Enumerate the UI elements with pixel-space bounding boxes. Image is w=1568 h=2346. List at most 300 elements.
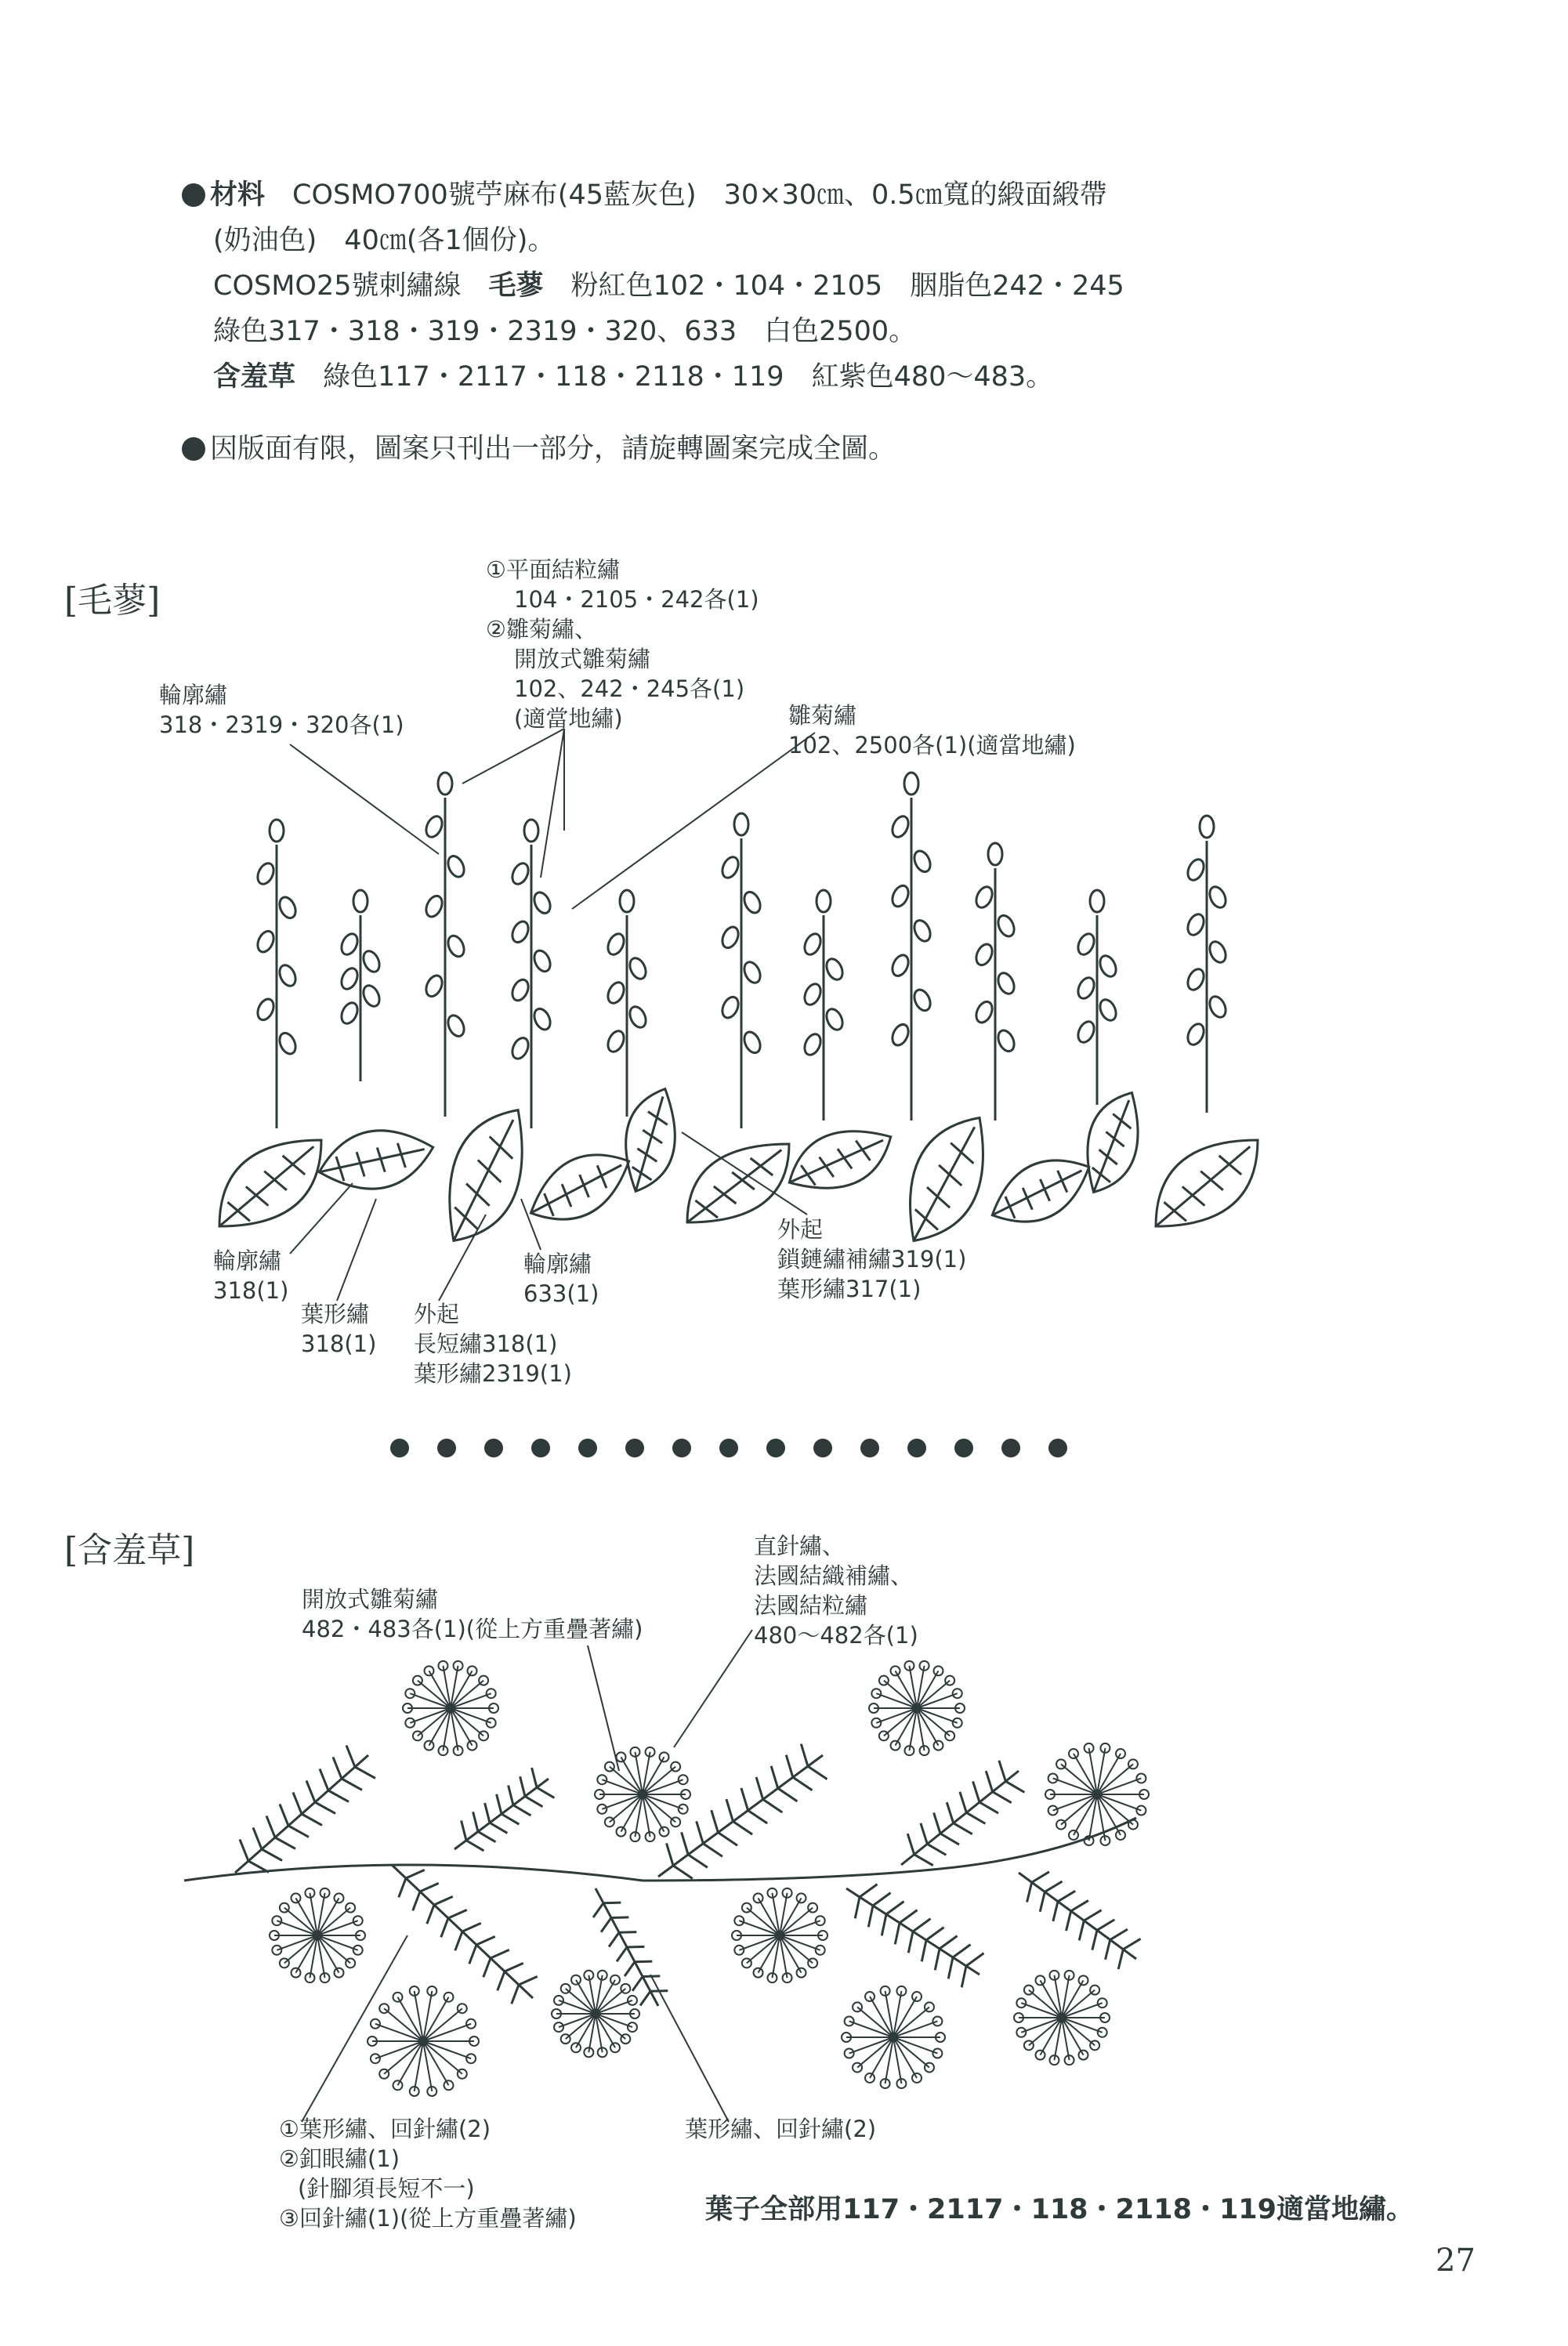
leaflet xyxy=(399,1878,406,1897)
leaf-vein xyxy=(927,1186,937,1198)
leaflet xyxy=(940,1834,959,1845)
flower-stamen xyxy=(284,1908,317,1935)
leaflet xyxy=(934,1812,940,1834)
leaflet xyxy=(999,1761,1005,1782)
bud xyxy=(719,994,741,1020)
flower-stamen xyxy=(747,1908,780,1935)
bud xyxy=(509,1035,531,1061)
bud xyxy=(1207,939,1229,965)
flower-stamen xyxy=(1061,1764,1097,1794)
flower-stamen xyxy=(317,1935,350,1963)
leaflet xyxy=(886,1902,904,1914)
divider-dot xyxy=(437,1439,456,1457)
leaflet xyxy=(315,1802,335,1813)
bud xyxy=(339,932,360,958)
bud xyxy=(509,919,531,945)
leaflet xyxy=(1032,1872,1049,1882)
leaflet xyxy=(771,1766,778,1788)
leaflet xyxy=(302,1814,322,1825)
leaflet xyxy=(462,1821,466,1841)
leaf-vein xyxy=(466,1182,476,1196)
flower-stamen xyxy=(410,1693,451,1708)
section-title-mimosa: [含羞草] xyxy=(64,1530,195,1570)
leaflet xyxy=(625,1962,635,1976)
leaf xyxy=(1156,1140,1258,1226)
leaflet xyxy=(619,1932,636,1933)
leaf-midrib xyxy=(319,1110,424,1212)
bud xyxy=(509,861,531,887)
flower-stamen xyxy=(317,1908,350,1935)
mimosa-drawing xyxy=(184,1661,1149,2096)
frond-axis xyxy=(658,1755,823,1877)
leaflet xyxy=(635,1961,652,1962)
bud xyxy=(339,966,360,992)
leaflet xyxy=(808,1766,827,1779)
bud xyxy=(1200,816,1214,838)
flower-stamen xyxy=(410,1708,451,1723)
leaflet xyxy=(306,1780,315,1802)
final-note: 葉子全部用117・2117・118・2118・119適當地繡。 xyxy=(705,2194,1414,2225)
divider-dot xyxy=(672,1439,691,1457)
flower-stamen xyxy=(423,2008,462,2041)
flower-stamen xyxy=(857,2007,893,2037)
flower-stamen xyxy=(884,1681,917,1708)
leaflet xyxy=(1097,1920,1114,1930)
flower-stamen xyxy=(1062,2003,1103,2018)
divider-dot xyxy=(625,1439,644,1457)
leaflet xyxy=(667,1843,674,1865)
leaf-vein xyxy=(925,1217,938,1232)
flower-stamen xyxy=(917,1708,958,1723)
flower-stamen xyxy=(451,1693,491,1708)
flower-stamen xyxy=(857,2037,893,2068)
flower-stamen xyxy=(893,2021,937,2037)
leaf-vein xyxy=(732,1172,742,1180)
leaf xyxy=(219,1140,321,1226)
leaf-vein xyxy=(283,1156,293,1164)
leaflet xyxy=(601,1918,611,1932)
divider-dot xyxy=(1048,1439,1067,1457)
leaf-vein xyxy=(246,1186,256,1195)
leaflet xyxy=(726,1799,733,1821)
leaf-vein xyxy=(237,1211,250,1221)
flower-stamen xyxy=(739,1935,780,1950)
leaf xyxy=(992,1142,1088,1240)
leaf xyxy=(433,1110,538,1241)
leaflet xyxy=(485,1803,490,1823)
bud xyxy=(1075,1019,1097,1045)
bud xyxy=(627,956,649,982)
leaflet xyxy=(860,1884,878,1897)
bud xyxy=(255,929,277,954)
leaflet xyxy=(993,1792,1012,1803)
leaflet xyxy=(1058,1891,1075,1901)
label-bottom-outline-318: 輪廓繡 318(1) xyxy=(213,1247,289,1304)
bud xyxy=(824,957,846,983)
bud xyxy=(1185,912,1207,938)
bud xyxy=(353,890,368,912)
leaflet xyxy=(253,1827,262,1849)
mimosa-frond xyxy=(658,1744,827,1879)
mimosa-leader-lines xyxy=(302,1630,752,2122)
leaflet xyxy=(406,1870,425,1878)
flower-stamen xyxy=(451,1681,483,1708)
leaflet xyxy=(718,1833,737,1846)
leaf-vein xyxy=(227,1202,237,1211)
leaflet xyxy=(537,1787,554,1798)
leaf-midrib xyxy=(435,1120,532,1240)
leaf xyxy=(531,1135,628,1238)
mimosa-main-stem xyxy=(184,1818,1136,1881)
leaflet xyxy=(733,1822,752,1835)
label-top-center: ①平面結粒繡 104・2105・242各(1) ②雛菊繡、 開放式雛菊繡 102、242・245各(1) (適當地繡) xyxy=(486,556,759,732)
flower-stamen xyxy=(849,2021,893,2037)
leaflet xyxy=(1053,1902,1058,1921)
leaflet xyxy=(868,1906,873,1927)
leader-line xyxy=(462,729,564,784)
bud xyxy=(605,980,627,1006)
leader-line xyxy=(541,729,564,878)
bud xyxy=(973,999,995,1025)
leaflet xyxy=(801,1744,808,1766)
leaflet xyxy=(966,1953,984,1966)
flower-stamen xyxy=(780,1921,820,1935)
divider-dot xyxy=(907,1439,926,1457)
leaf-vein xyxy=(817,1157,827,1167)
frond-axis xyxy=(901,1771,1019,1865)
leaflet xyxy=(1092,1930,1097,1950)
label-leaf-left: ①葉形繡、回針繡(2) ②釦眼繡(1) (針腳須長短不一) ③回針繡(1)(從上方重疊著繡) xyxy=(279,2116,577,2232)
flower-stamen xyxy=(643,1779,683,1794)
bud xyxy=(531,1006,553,1032)
bud xyxy=(973,942,995,968)
flower-stamen xyxy=(643,1794,675,1822)
leaflet xyxy=(328,1790,349,1801)
leaf-vein xyxy=(335,1168,349,1181)
flower-stamen xyxy=(1097,1794,1141,1811)
divider-dot xyxy=(766,1439,785,1457)
leaf-vein xyxy=(961,1150,973,1165)
leaflet xyxy=(320,1769,328,1790)
mimosa-frond xyxy=(846,1884,984,1988)
leaf-vein xyxy=(799,1165,809,1175)
leaf-vein xyxy=(854,1141,864,1150)
leaf-midrib xyxy=(687,1150,781,1223)
flower-stamen xyxy=(917,1693,958,1708)
flower-stamen xyxy=(423,2041,471,2058)
bud xyxy=(889,1022,911,1048)
leaflet xyxy=(908,1931,913,1953)
flower-stamen xyxy=(643,1794,683,1809)
leaflet xyxy=(490,1823,507,1833)
leaflet xyxy=(682,1832,689,1854)
leaflet xyxy=(469,1945,476,1964)
flower-stamen xyxy=(780,1935,820,1950)
bud xyxy=(802,982,824,1008)
mimosa-flower xyxy=(869,1661,965,1755)
bud xyxy=(911,918,933,943)
leaf-vein xyxy=(646,1152,657,1164)
leaf-vein xyxy=(1211,1180,1223,1190)
leaflet xyxy=(525,1797,542,1807)
leaflet xyxy=(947,1802,953,1823)
leaf-vein xyxy=(500,1145,512,1160)
leaflet xyxy=(688,1855,708,1868)
flower-stamen xyxy=(559,2000,596,2014)
bud xyxy=(438,773,452,795)
leaflet xyxy=(922,1940,926,1961)
flower-stamen xyxy=(1029,1990,1062,2018)
leaflet xyxy=(703,1844,722,1857)
leaflet xyxy=(505,1963,523,1971)
leaf-vein xyxy=(937,1195,950,1210)
leaflet xyxy=(532,1768,537,1787)
leaflet xyxy=(513,1805,531,1816)
flower-stamen xyxy=(451,1708,491,1723)
leaflet xyxy=(1110,1929,1128,1939)
bud xyxy=(889,953,911,979)
leaf-vein xyxy=(657,1115,668,1128)
leaf-vein xyxy=(641,1171,652,1183)
bud xyxy=(1207,994,1229,1020)
leaf-vein xyxy=(751,1158,761,1166)
leaf xyxy=(895,1118,999,1241)
leaflet xyxy=(921,1823,927,1845)
divider-dot xyxy=(719,1439,738,1457)
leaflet xyxy=(954,1823,972,1834)
divider-dot xyxy=(484,1439,503,1457)
flower-stamen xyxy=(1097,1764,1133,1794)
flower-stamen xyxy=(1029,2018,1062,2045)
leaflet xyxy=(466,1841,483,1851)
leader-line xyxy=(439,1215,486,1301)
mimosa-flower xyxy=(403,1661,498,1755)
mimosa-flower xyxy=(1014,1971,1110,2065)
leaflet xyxy=(441,1918,448,1937)
leaflet xyxy=(763,1799,783,1812)
mimosa-frond xyxy=(392,1865,538,2004)
leaf xyxy=(687,1144,789,1222)
flower-stamen xyxy=(739,1921,780,1935)
leaflet xyxy=(627,1946,644,1947)
flower-stamen xyxy=(317,1921,358,1935)
leaflet xyxy=(498,1971,505,1990)
leaflet xyxy=(266,1816,275,1837)
bud xyxy=(802,932,824,958)
flower-stamen xyxy=(418,1708,451,1736)
flower-stamen xyxy=(384,2041,423,2074)
leaflet xyxy=(240,1839,248,1861)
flower-stamen xyxy=(610,1767,643,1794)
divider-dot xyxy=(578,1439,597,1457)
leaf-vein xyxy=(1174,1211,1186,1221)
bud xyxy=(627,1005,649,1030)
bud xyxy=(802,1032,824,1058)
flower-stamen xyxy=(596,2000,632,2014)
leaflet xyxy=(434,1896,453,1905)
bud xyxy=(734,813,748,835)
mimosa-frond xyxy=(235,1745,375,1873)
leaf-vein xyxy=(454,1206,465,1219)
leaflet xyxy=(712,1810,719,1832)
leaf-midrib xyxy=(219,1146,313,1226)
flower-stamen xyxy=(876,1693,917,1708)
leaf-vein xyxy=(293,1164,306,1175)
leader-line xyxy=(674,1630,752,1747)
mimosa-flower xyxy=(1045,1743,1149,1845)
leaf-vein xyxy=(939,1164,949,1176)
leaflet xyxy=(973,1781,980,1802)
label-straight-stitch: 直針繡、 法國結織補繡、 法國結粒繡 480～482各(1) xyxy=(754,1533,918,1649)
materials-line-4: 綠色317・318・319・2319・320、633 白色2500。 xyxy=(213,316,917,347)
leaf-vein xyxy=(1229,1164,1242,1175)
flower-stamen xyxy=(643,1767,675,1794)
mimosa-flower xyxy=(368,1986,479,2096)
leaflet xyxy=(420,1883,439,1892)
flower-stamen xyxy=(375,2024,423,2041)
bud xyxy=(360,949,382,975)
flower-stamen xyxy=(1021,2018,1062,2033)
leaflet xyxy=(1071,1900,1088,1910)
leaflet xyxy=(483,1958,491,1977)
leaflet xyxy=(293,1792,302,1814)
leaflet xyxy=(907,1834,914,1855)
label-open-daisy: 開放式雛菊繡 482・483各(1)(從上方重疊著繡) xyxy=(302,1586,643,1642)
leaf-vein xyxy=(652,1133,663,1146)
divider-dot xyxy=(860,1439,879,1457)
leaflet xyxy=(427,1905,434,1924)
bud xyxy=(445,933,467,959)
flower-stamen xyxy=(375,2041,423,2058)
flower-stamen xyxy=(1062,2018,1103,2033)
label-bottom-raised: 外起 長短繡318(1) 葉形繡2319(1) xyxy=(414,1301,572,1387)
leaflet xyxy=(473,1812,478,1831)
leaflet xyxy=(512,1985,519,2004)
leader-line xyxy=(588,1645,619,1771)
frond-axis xyxy=(1019,1873,1136,1959)
leaflet xyxy=(497,1794,502,1814)
bud xyxy=(741,960,763,986)
leaflet xyxy=(960,1792,966,1813)
leaf xyxy=(607,1089,695,1192)
leaf-vein xyxy=(264,1171,274,1180)
bud xyxy=(719,925,741,950)
bud xyxy=(339,1001,360,1026)
materials-line-2: (奶油色) 40㎝(各1個份)。 xyxy=(213,225,556,256)
leaflet xyxy=(502,1814,519,1824)
leaf-vein xyxy=(1100,1172,1110,1184)
leaflet xyxy=(1084,1910,1101,1921)
leaf-vein xyxy=(1114,1136,1124,1148)
bud xyxy=(531,948,553,974)
leaflet xyxy=(275,1837,295,1848)
bud xyxy=(255,997,277,1023)
leaflet xyxy=(986,1771,992,1792)
bud xyxy=(889,814,911,840)
leaflet xyxy=(786,1755,793,1777)
leaf-vein xyxy=(488,1168,501,1184)
mimosa-flower xyxy=(552,1971,639,2057)
flower-stamen xyxy=(451,1708,483,1736)
flower-stamen xyxy=(423,2024,471,2041)
flower-stamen xyxy=(780,1908,813,1935)
leaflet xyxy=(519,1976,538,1985)
leaf-vein xyxy=(695,1200,705,1208)
leaflet xyxy=(935,1949,940,1970)
leaflet xyxy=(900,1910,918,1923)
flower-stamen xyxy=(384,2008,423,2041)
flower-stamen xyxy=(747,1935,780,1963)
materials-line-1: 材料 COSMO700號苧麻布(45藍灰色) 30×30㎝、0.5㎝寬的緞面緞帶 xyxy=(182,172,1404,218)
leaflet xyxy=(520,1776,525,1796)
leaf-vein xyxy=(761,1166,773,1175)
bud xyxy=(1207,885,1229,911)
leader-line xyxy=(337,1199,376,1301)
leaflet xyxy=(673,1866,693,1879)
leaf-vein xyxy=(1092,1166,1101,1176)
bud xyxy=(1185,1022,1207,1048)
leaflet xyxy=(966,1812,985,1823)
leaflet xyxy=(640,1991,650,2005)
flower-stamen xyxy=(317,1935,358,1950)
bud xyxy=(360,983,382,1009)
label-right-daisy: 雛菊繡 102、2500各(1)(適當地繡) xyxy=(788,702,1076,758)
leaflet xyxy=(940,1936,958,1949)
leaflet xyxy=(927,1844,946,1855)
leaflet xyxy=(413,1892,420,1910)
bud xyxy=(423,814,445,840)
leaflet xyxy=(448,1910,467,1918)
bud xyxy=(817,890,831,912)
leaf-vein xyxy=(1106,1130,1114,1140)
flower-stamen xyxy=(876,1708,917,1723)
flower-stamen xyxy=(917,1681,950,1708)
leaf-vein xyxy=(1219,1156,1229,1164)
label-bottom-leaf-318: 葉形繡 318(1) xyxy=(301,1301,377,1357)
leaf-vein xyxy=(742,1180,755,1189)
leaf-vein xyxy=(836,1149,846,1158)
flower-stamen xyxy=(893,2037,929,2068)
leaflet xyxy=(1040,1892,1045,1911)
leaf xyxy=(789,1114,891,1204)
leaflet xyxy=(1079,1921,1084,1940)
flower-stamen xyxy=(596,2014,632,2027)
leaflet xyxy=(961,1966,966,1987)
mimosa-flower xyxy=(270,1888,365,1982)
leaf-vein xyxy=(356,1163,369,1176)
leaf-vein xyxy=(1107,1154,1117,1166)
bud xyxy=(509,977,531,1003)
leaflet xyxy=(756,1777,763,1799)
flower-stamen xyxy=(1062,1990,1095,2018)
leaflet xyxy=(980,1802,998,1813)
leaflet xyxy=(895,1923,900,1944)
leaflet xyxy=(1045,1881,1062,1892)
leaf-vein xyxy=(724,1194,737,1204)
bud xyxy=(445,1013,467,1039)
leaflet xyxy=(280,1804,288,1826)
materials-line-5: 含羞草 綠色117・2117・118・2118・119 紅紫色480～483。 xyxy=(213,361,1054,393)
bud xyxy=(445,853,467,879)
flower-stamen xyxy=(780,1935,813,1963)
knotweed-leaves xyxy=(219,1089,1258,1241)
leaflet xyxy=(741,1788,748,1810)
mimosa-flower xyxy=(732,1888,827,1982)
leaflet xyxy=(1123,1939,1140,1949)
leaflet xyxy=(1118,1950,1123,1969)
flower-stamen xyxy=(559,2014,596,2027)
section-title-knotweed: [毛蓼] xyxy=(64,581,161,621)
